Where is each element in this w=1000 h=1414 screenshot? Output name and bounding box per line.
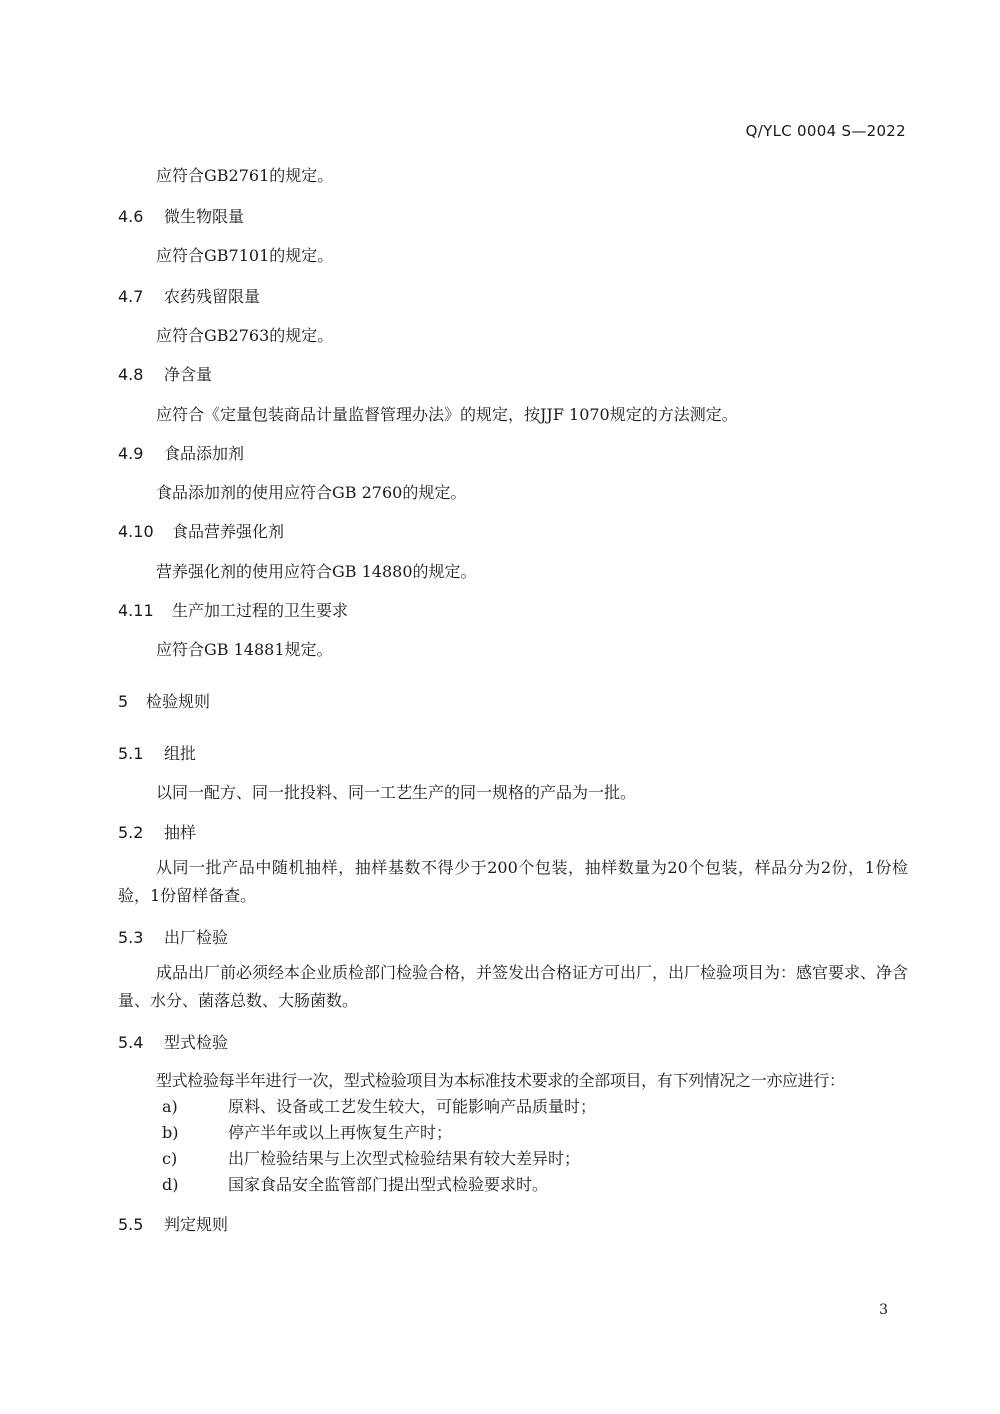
clause-text: 以同一配方、同一批投料、同一工艺生产的同一规格的产品为一批。 (156, 783, 637, 802)
clause-text: 应符合GB2763的规定。 (156, 326, 334, 345)
clause-number: 5.5 (118, 1215, 144, 1234)
page-number: 3 (879, 1302, 888, 1318)
clause-heading (118, 362, 212, 385)
list-item (160, 1146, 580, 1169)
clause-title: 生产加工过程的卫生要求 (172, 601, 349, 620)
list-item-text: 原料、设备或工艺发生较大，可能影响产品质量时； (228, 1097, 597, 1116)
clause-number: 4.10 (118, 522, 154, 541)
clause-heading (118, 820, 196, 843)
clause-heading (118, 741, 196, 764)
clause-number: 4.6 (118, 207, 144, 226)
clause-number: 4.7 (118, 287, 144, 306)
clause-text: 应符合GB7101的规定。 (156, 246, 334, 265)
clause-heading (118, 284, 260, 307)
clause-title: 农药残留限量 (164, 287, 261, 306)
standard-code: Q/YLC 0004 S—2022 (745, 122, 906, 140)
list-item-label: b) (162, 1123, 179, 1142)
clause-title: 净含量 (164, 365, 213, 384)
clause-text: 型式检验每半年进行一次，型式检验项目为本标准技术要求的全部项目，有下列情况之一亦应进行： (156, 1071, 845, 1090)
clause-heading (118, 204, 244, 227)
clause-text: 应符合《定量包装商品计量监督管理办法》的规定，按JJF 1070规定的方法测定。 (156, 405, 738, 424)
list-item-label: a) (162, 1097, 178, 1116)
clause-text: 应符合GB 14881规定。 (156, 640, 333, 659)
list-item (160, 1094, 596, 1117)
clause-heading (118, 1030, 228, 1053)
section-number: 5 (118, 692, 129, 711)
list-item-text: 国家食品安全监管部门提出型式检验要求时。 (228, 1175, 549, 1194)
clause-paragraph: 成品出厂前必须经本企业质检部门检验合格，并签发出合格证方可出厂，出厂检验项目为：感官要求、净含量、水分、菌落总数、大肠菌数。 (118, 963, 909, 1010)
clause-title: 抽样 (164, 823, 197, 842)
clause-heading (118, 925, 228, 948)
list-item-text: 出厂检验结果与上次型式检验结果有较大差异时； (228, 1149, 581, 1168)
clause-number: 4.8 (118, 365, 144, 384)
clause-number: 4.9 (118, 444, 144, 463)
clause-text: 应符合GB2761的规定。 (156, 166, 334, 185)
clause-text: 营养强化剂的使用应符合GB 14880的规定。 (156, 562, 477, 581)
clause-heading (118, 441, 244, 464)
clause-title: 组批 (164, 744, 197, 763)
clause-heading (118, 598, 348, 621)
clause-title: 型式检验 (164, 1033, 229, 1052)
clause-title: 食品营养强化剂 (172, 522, 285, 541)
clause-title: 判定规则 (164, 1215, 229, 1234)
section-heading (118, 689, 210, 712)
clause-number: 5.1 (118, 744, 144, 763)
clause-text: 食品添加剂的使用应符合GB 2760的规定。 (156, 483, 467, 502)
clause-title: 出厂检验 (164, 928, 229, 947)
list-item (160, 1172, 548, 1195)
list-item-label: d) (162, 1175, 179, 1194)
clause-title: 微生物限量 (164, 207, 245, 226)
clause-number: 4.11 (118, 601, 154, 620)
clause-paragraph: 从同一批产品中随机抽样，抽样基数不得少于200个包装，抽样数量为20个包装，样品分为2份，1份检验，1份留样备查。 (118, 858, 908, 905)
clause-heading (118, 519, 284, 542)
clause-number: 5.3 (118, 928, 144, 947)
clause-title: 食品添加剂 (164, 444, 245, 463)
clause-number: 5.4 (118, 1033, 144, 1052)
clause-number: 5.2 (118, 823, 144, 842)
clause-heading (118, 1212, 228, 1235)
list-item-text: 停产半年或以上再恢复生产时； (228, 1123, 453, 1142)
list-item-label: c) (162, 1149, 178, 1168)
section-title: 检验规则 (146, 692, 211, 711)
list-item (160, 1120, 452, 1143)
